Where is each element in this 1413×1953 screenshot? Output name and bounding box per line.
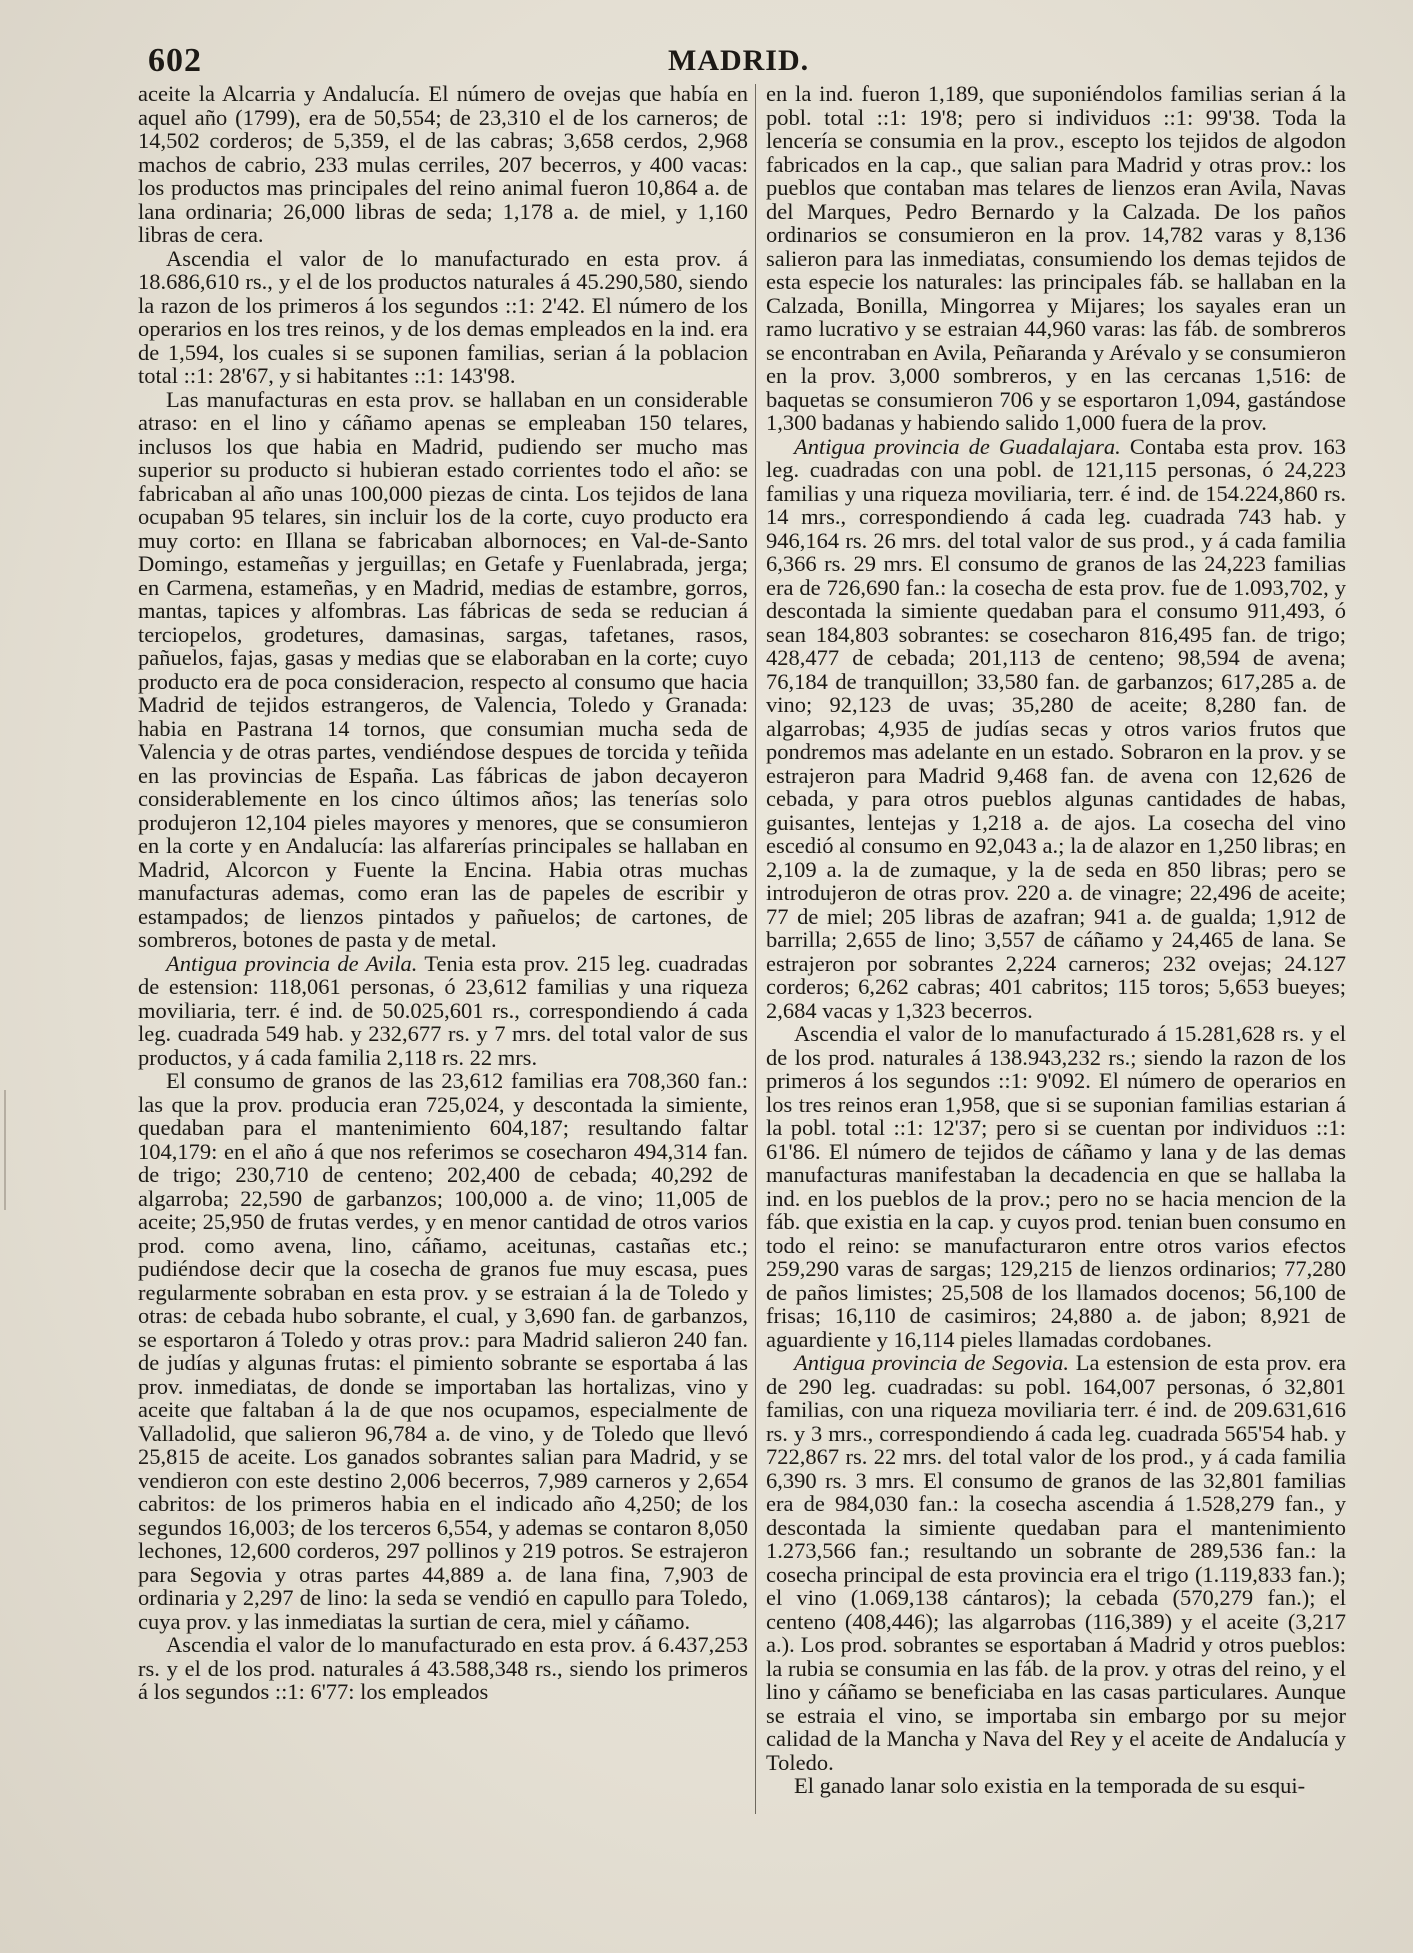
- paragraph: El consumo de granos de las 23,612 familias era 708,360 fan.: las que la prov. producia eran 725,024, y descontada la simiente, quedaban para el mantenimiento 604,187; resultando faltar 104,179: en el año á que nos referimos se cosecharon 494,314 fan. de trigo; 230,710 de centeno; 202,400 de cebada; 40,292 de algarroba; 22,590 de garbanzos; 100,000 a. de vino; 11,005 de aceite; 25,950 de frutas verdes, y en menor cantidad de otros varios prod. como avena, lino, cáñamo, aceitunas, castañas etc.; pudiéndose decir que la cosecha de granos fue muy escasa, pues regularmente sobraban en esta prov. y se estraian á la de Toledo y otras: de cebada hubo sobrante, el cual, y 3,690 fan. de garbanzos, se esportaron á Toledo y otras prov.: para Madrid salieron 240 fan. de judías y algunas frutas: el pimiento sobrante se esportaba á las prov. inmediatas, de donde se importaban las hortalizas, vino y aceite que faltaban á la de que nos ocupamos, especialmente de Valladolid, que salieron 96,784 a. de vino, y de Toledo que llevó 25,815 de aceite. Los ganados sobrantes salian para Madrid, y se vendieron con este destino 2,006 becerros, 7,989 carneros y 2,654 cabritos: de los primeros habia en el indicado año 4,250; de los segundos 16,003; de los terceros 6,554, y ademas se contaron 8,050 lechones, 12,600 corderos, 297 pollinos y 219 potros. Se estrajeron para Segovia y otras partes 44,889 a. de lana fina, 7,903 de ordinaria y 2,297 de lino: la seda se vendió en capullo para Toledo, cuya prov. y las inmediatas la surtian de cera, miel y cáñamo.: [138, 1068, 748, 1634]
- paragraph-text: La estension de esta prov. era de 290 leg. cuadradas: su pobl. 164,007 personas, ó 32,801 familias, con una riqueza moviliaria terr. é ind. de 209.631,616 rs. y 3 mrs., correspondiendo á cada leg. cuadrada 565'54 hab. y 722,867 rs. 22 mrs. del total valor de los prod., y á cada familia 6,390 rs. 3 mrs. El consumo de granos de las 32,801 familias era de 984,030 fan.: la cosecha ascendia á 1.528,279 fan., y descontada la simiente quedaban para el mantenimiento 1.273,566 fan.; resultando un sobrante de 289,536 fan.: la cosecha principal de esta provincia era el trigo (1.119,833 fan.); el vino (1.069,138 cántaros); la cebada (570,279 fan.); el centeno (408,446); las algarrobas (116,389) y el aceite (3,217 a.). Los prod. sobrantes se esportaban á Madrid y otros pueblos: la rubia se consumia en las fáb. de la prov. y otras del reino, y el lino y cáñamo se beneficiaba en las casas particulares. Aunque se estraia el vino, se importaba sin embargo por su mejor calidad de la Mancha y Nava del Rey y el aceite de Andalucía y Toledo.: [766, 1350, 1346, 1775]
- paragraph-text: Contaba esta prov. 163 leg. cuadradas con una pobl. de 121,115 personas, ó 24,223 familias y una riqueza moviliaria, terr. é ind. de 154.224,860 rs. 14 mrs., correspondiendo á cada leg. cuadrada 743 hab. y 946,164 rs. 26 mrs. del total valor de sus prod., y á cada familia 6,366 rs. 29 mrs. El consumo de granos de las 24,223 familias era de 726,690 fan.: la cosecha de esta prov. fue de 1.093,702, y descontada la simiente quedaban para el consumo 911,493, ó sean 184,803 sobrantes: se cosecharon 816,495 fan. de trigo; 428,477 de cebada; 201,113 de centeno; 98,594 de avena; 76,184 de tranquillon; 33,580 fan. de garbanzos; 617,285 a. de vino; 92,123 de uvas; 35,280 de aceite; 8,280 fan. de algarrobas; 4,935 de judías secas y otros varios frutos que pondremos mas adelante en un estado. Sobraron en la prov. y se estrajeron para Madrid 9,468 fan. de avena con 12,626 de cebada, y para otros pueblos algunas cantidades de habas, guisantes, lentejas y 1,218 a. de ajos. La cosecha del vino escedió al consumo en 92,043 a.; la de alazor en 1,250 libras; en 2,109 a. la de zumaque, y la de seda en 850 libras; pero se introdujeron de otras prov. 220 a. de vinagre; 22,496 de aceite; 77 de miel; 205 libras de azafran; 941 a. de gualda; 1,912 de barrilla; 2,655 de lino; 3,557 de cáñamo y 24,465 de lana. Se estrajeron por sobrantes 2,224 carneros; 232 ovejas; 24.127 corderos; 6,262 cabras; 401 cabritos; 115 toros; 5,653 bueyes; 2,684 vacas y 1,323 becerros.: [766, 433, 1346, 1023]
- section-paragraph-avila: [138, 952, 748, 1070]
- paragraph: Ascendia el valor de lo manufacturado en esta prov. á 18.686,610 rs., y el de los productos naturales á 45.290,580, siendo la razon de los primeros á los segundos ::1: 2'42. El número de los operarios en los tres reinos, y de los demas empleados en la ind. era de 1,594, los cuales si se suponen familias, serian á la poblacion total ::1: 28'67, y si habitantes ::1: 143'98.: [138, 245, 748, 388]
- section-paragraph-segovia: [766, 1351, 1346, 1774]
- right-column: [766, 82, 1346, 1798]
- section-heading: Antigua provincia de Segovia.: [794, 1350, 1069, 1375]
- paragraph: Ascendia el valor de lo manufacturado en esta prov. á 6.437,253 rs. y el de los prod. naturales á 43.588,348 rs., siendo los primeros á los segundos ::1: 6'77: los empleados: [138, 1632, 748, 1704]
- page-header: [148, 42, 1338, 86]
- section-heading: Antigua provincia de Guadalajara.: [794, 433, 1121, 459]
- section-paragraph-guadalajara: [766, 435, 1346, 1023]
- paragraph: en la ind. fueron 1,189, que suponiéndolos familias serian á la pobl. total ::1: 19'8; pero si individuos ::1: 99'38. Toda la lencería se consumia en la prov., escepto los tejidos de algodon fabricados en la cap., que salian para Madrid y otras prov.: los pueblos que contaban mas telares de lienzos eran Avila, Navas del Marques, Pedro Bernardo y la Calzada. De los paños ordinarios se consumieron en la prov. 14,782 varas y 8,136 salieron para las inmediatas, consumiendo los demas tejidos de esta especie los naturales: las principales fáb. se hallaban en la Calzada, Bonilla, Mingorrea y Mijares; los sayales eran un ramo lucrativo y se estraian 44,960 varas: las fáb. de sombreros se encontraban en Avila, Peñaranda y Arévalo y se consumieron en la prov. 3,000 sombreros, y en las cercanas 1,516: de baquetas se consumieron 706 y se esportaron 1,094, gastándose 1,300 badanas y habiendo salido 1,000 fuera de la prov.: [766, 81, 1346, 435]
- running-head: MADRID.: [668, 44, 810, 77]
- paragraph: Las manufacturas en esta prov. se hallaban en un considerable atraso: en el lino y cáñamo apenas se empleaban 150 telares, inclusos los que habia en Madrid, pudiendo ser mucho mas superior su producto si hubieran estado corrientes todo el año: se fabricaban al año unas 100,000 piezas de cinta. Los tejidos de lana ocupaban 95 telares, sin incluir los de la corte, cuyo producto era muy corto: en Illana se fabricaban albornoces; en Val-de-Santo Domingo, estameñas y jerguillas; en Getafe y Fuenlabrada, jerga; en Carmena, estameñas, y en Madrid, medias de estambre, gorros, mantas, tapices y alfombras. Las fábricas de seda se reducian á terciopelos, grodetures, damasinas, sargas, tafetanes, rasos, pañuelos, fajas, gasas y medias que se elaboraban en la corte; cuyo producto era de poca consideracion, respecto al consumo que hacia Madrid de tejidos estrangeros, de Valencia, Toledo y Granada: habia en Pastrana 14 tornos, que consumian mucha seda de Valencia y de otras partes, vendiéndose despues de torcida y teñida en las provincias de España. Las fábricas de jabon decayeron considerablemente en los cinco últimos años; las tenerías solo produjeron 12,104 pieles mayores y menores, que se consumieron en la corte y en Andalucía: las alfarerías principales se hallaban en Madrid, Alcorcon y Fuente la Encina. Habia otras muchas manufacturas ademas, como eran las de papeles de escribir y estampados; de lienzos pintados y pañuelos; de cartones, de sombreros, botones de pasta y de metal.: [138, 386, 748, 952]
- paragraph: Ascendia el valor de lo manufacturado á 15.281,628 rs. y el de los prod. naturales á 138.943,232 rs.; siendo la razon de los primeros á los segundos ::1: 9'092. El número de operarios en los tres reinos eran 1,958, que si se suponian familias estarian á la pobl. total ::1: 12'37; pero si se cuentan por individuos ::1: 61'86. El número de tejidos de cáñamo y lana y de las demas manufacturas manifestaban la decadencia en que se hallaba la ind. en los pueblos de la prov.; pero no se hacia mencion de la fáb. que existia en la cap. y cuyos prod. tenian buen consumo en todo el reino: se manufacturaron entre otros varios efectos 259,290 varas de sargas; 129,215 de lienzos ordinarios; 77,280 de paños limistes; 25,508 de los llamados docenos; 56,100 de frisas; 16,110 de casimiros; 24,880 a. de jabon; 8,921 de aguardiente y 16,114 pieles llamadas cordobanes.: [766, 1021, 1346, 1352]
- paragraph: aceite la Alcarria y Andalucía. El número de ovejas que había en aquel año (1799), era de 50,554; de 23,310 el de los carneros; de 14,502 corderos; de 5,359, el de las cabras; 3,658 cerdos, 2,968 machos de cabrio, 233 mulas cerriles, 207 becerros, y 400 vacas: los productos mas principales del reino animal fueron 10,864 a. de lana ordinaria; 26,000 libras de seda; 1,178 a. de miel, y 1,160 libras de cera.: [138, 81, 748, 247]
- margin-binding-mark: [4, 1090, 16, 1210]
- column-divider: [755, 84, 756, 1814]
- paragraph: El ganado lanar solo existia en la temporada de su esqui-: [794, 1773, 1306, 1798]
- left-column: [138, 82, 748, 1704]
- page-number: 602: [148, 42, 202, 79]
- paragraph-text: Tenia esta prov. 215 leg. cuadradas de estension: 118,061 personas, ó 23,612 familias y una riqueza moviliaria, terr. é ind. de 50.025,601 rs., correspondiendo á cada leg. cuadrada 549 hab. y 232,677 rs. y 7 mrs. del total valor de sus productos, y á cada familia 2,118 rs. 22 mrs.: [138, 950, 749, 1070]
- section-heading: Antigua provincia de Avila.: [166, 950, 418, 976]
